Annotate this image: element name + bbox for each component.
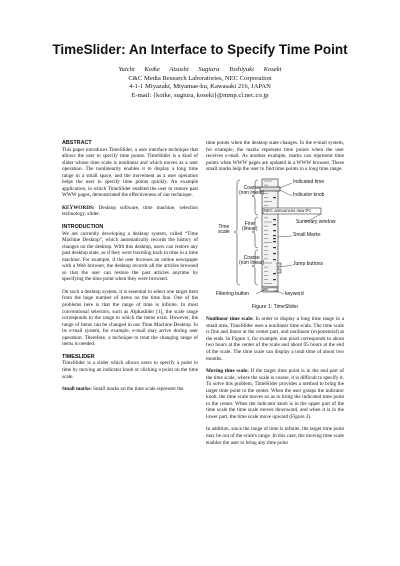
email: E-mail: {koike, sugiura, koseki}@mmp.cl.nec.co.jp xyxy=(131,91,269,99)
filtering-button[interactable] xyxy=(263,288,267,291)
keywords xyxy=(62,205,198,218)
small-mark xyxy=(273,238,276,239)
introduction-paragraph-1: We are currently developing a desktop system, called “Time Machine Desktop”, which automatically records the history of changes on the desktop. With this desktop, users can restore any past desktop state, as if they were traveling back in time in a time machine. For example, if the user browses an online newspaper with a Web browser, the desktop records all the articles browsed so that the user can restore the past articles anytime by specifying the time point when they were browsed. xyxy=(62,230,198,283)
small-mark xyxy=(273,230,276,231)
small-mark xyxy=(273,247,276,248)
small-marks-label: Small marks: xyxy=(62,386,92,393)
keyword-label: keyword xyxy=(285,290,304,297)
small-marks-label-fig: Small Marks xyxy=(293,231,321,238)
time-scale-label: Time scale xyxy=(218,223,230,236)
introduction-heading: INTRODUCTION xyxy=(62,224,104,231)
right-column xyxy=(206,140,344,446)
small-mark xyxy=(273,279,276,280)
slider-body xyxy=(262,179,278,287)
summary-window-label: Summary window xyxy=(296,218,336,225)
left-column xyxy=(62,140,198,393)
indicator-knob-label: Indicator knob xyxy=(293,191,325,198)
abstract-heading: ABSTRACT xyxy=(62,140,92,146)
summary-window-text: NEC announces new PC xyxy=(264,208,312,214)
keywords-text: Desktop software, time machine, selection technology, slider. xyxy=(62,204,198,218)
address: 4-1-1 Miyazaki, Miyamae-ku, Kawasaki 216, JAPAN xyxy=(129,83,271,91)
timeslider-paragraph-1: TimeSlider is a slider which allows users to specify a point in time by moving an indicator knob or clicking a point on the time scale. xyxy=(62,360,198,380)
small-mark xyxy=(273,224,276,225)
small-mark xyxy=(273,273,276,274)
figure-1 xyxy=(206,177,344,303)
moving-label: Moving time scale: xyxy=(206,368,249,375)
timeslider-heading: TIMESLIDER xyxy=(62,353,95,360)
right-paragraph-last: In addition, since the range of time is infinite, the target time point may be out of the scale's range. In this case, the moving time scale enables the user to bring any time point xyxy=(206,426,344,446)
nonlinear-text: In order to display a long time range in a small area, TimeSlider uses a nonlinear time scale. The time scale is fine and linear at the center part, and nonlinear (exponential) at the ends. In Figure 1, for example, one pixel corresponds to about two hours at the center of the scale and about 65 hours at the end of the scale. The time scale can display a total time of about two months. xyxy=(206,316,344,362)
small-mark xyxy=(273,259,276,260)
jump-button-down[interactable] xyxy=(277,269,281,273)
affiliation: C&C Media Research Laboratories, NEC Corporation xyxy=(128,74,272,82)
nonlinear-paragraph xyxy=(206,316,344,362)
keywords-label: KEYWORDS: xyxy=(62,204,95,211)
moving-text: If the target time point is in the end part of the time scale, where the scale is coarse, it is difficult to specify it. To solve this problem, TimeSlider provides a method to bring the target time point to the center. When the user grasps the indicator knob, the time scale moves so as to bring the indicated time point to the center. When the indicator knob is in the upper part of the time scale the time scale moves downward, and when it is in the lower part, the time scale move upward (Figure 2). xyxy=(206,368,344,420)
moving-paragraph xyxy=(206,368,344,420)
small-mark xyxy=(273,241,276,242)
nonlinear-label: Nonlinear time scale: xyxy=(206,316,254,323)
abstract-text: This paper introduces TimeSlider, a user interface technique that allows the user to specify time points. TimeSlider is a kind of slider whose time scale is nonlinear and which moves as a user operation. The nonlinearity enables it to display a long time range in a small space, and the movement as a user operation helps the user to specify time points quickly. An example application, in which TimeSlider enabled the user to restore past WWW pages, demonstrated the effectiveness of our technique. xyxy=(62,146,198,199)
indicated-time-label: Indicated time xyxy=(293,178,325,185)
small-marks-text: Small marks on the time scale represent the xyxy=(91,386,184,393)
jump-button-up[interactable] xyxy=(277,263,281,267)
small-mark xyxy=(273,253,276,254)
small-mark xyxy=(273,197,276,198)
fine-label: Fine (linear) xyxy=(242,220,258,233)
figure-caption: Figure 1: TimeSlider xyxy=(251,303,299,310)
small-mark xyxy=(273,235,276,236)
introduction-paragraph-2: On such a desktop system, it is essential to select one target item from the huge number of items on the time line. One of the problems here is that the range of time is infinite. In most conventional selectors, such as Alphaslider [1], the scale range corresponds to the range in which the items exist. However, the range of items can be changed in our Time Machine Desktop. In its e-mail system, for example, e-mail may arrive during user operation. Therefore, a technique to treat the changing range of items is needed. xyxy=(62,288,198,348)
paper-title: TimeSlider: An Interface to Specify Time Point xyxy=(52,42,348,57)
right-paragraph-top: time points when the desktop state changes. In the e-mail system, for example, the marks represent time points when the user receives e-mail. As another example, marks can represent time points when WWW pages are updated in a WWW browser. These small marks help the user to find time points in a long time range. xyxy=(206,140,344,173)
small-mark xyxy=(273,219,276,220)
coarse-top-label: Coarse (non linear) xyxy=(239,184,265,197)
author-names: Yuichi Koike Atsushi Sugiura Yoshiyuki Koseki xyxy=(118,66,282,73)
filtering-button-label: Filtering button xyxy=(216,290,250,297)
jump-buttons-label: Jump buttons xyxy=(293,260,324,267)
author-block xyxy=(0,66,400,100)
small-marks-paragraph xyxy=(62,386,198,393)
coarse-bottom-label: Coarse (non linear) xyxy=(239,254,265,267)
